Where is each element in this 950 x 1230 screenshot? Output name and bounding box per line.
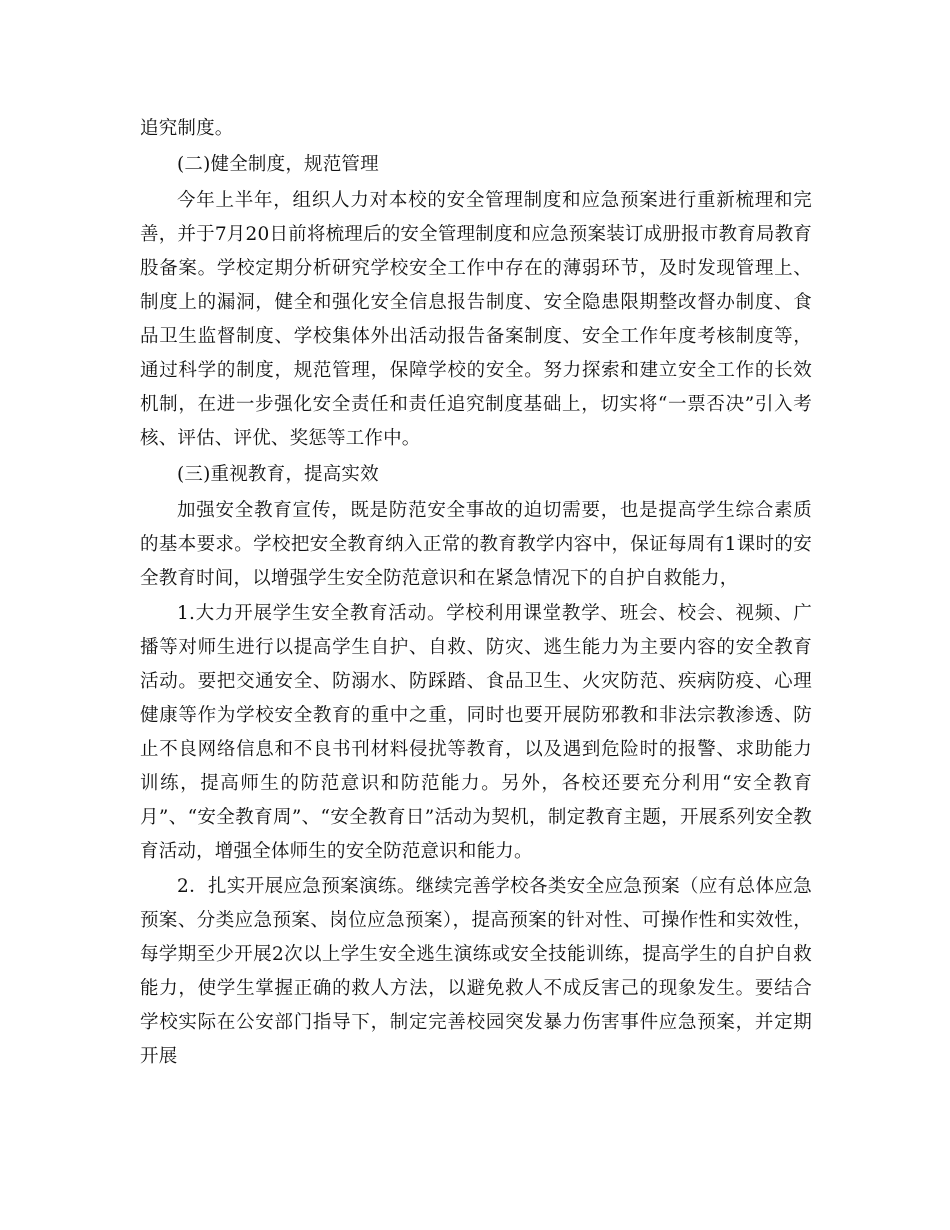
paragraph-item-1: 1.大力开展学生安全教育活动。学校利用课堂教学、班会、校会、视频、广播等对师生进行以提高学生自护、自救、防灾、逃生能力为主要内容的安全教育活动。要把交通安全、防溺水、防踩踏、食品卫生、火灾防范、疾病防疫、心理健康等作为学校安全教育的重中之重，同时也要开展防邪教和非法宗教渗透、防止不良网络信息和不良书刊材料侵扰等教育，以及遇到危险时的报警、求助能力训练，提高师生的防范意识和防范能力。另外，各校还要充分利用“安全教育月”、“安全教育周”、“安全教育日”活动为契机，制定教育主题，开展系列安全教育活动，增强全体师生的安全防范意识和能力。 bbox=[140, 603, 812, 862]
paragraph-item-2: 2．扎实开展应急预案演练。继续完善学校各类安全应急预案（应有总体应急预案、分类应急预案、岗位应急预案），提高预案的针对性、可操作性和实效性，每学期至少开展2次以上学生安全逃生演练或安全技能训练，提高学生的自护自救能力，使学生掌握正确的救人方法，以避免救人不成反害己的现象发生。要结合学校实际在公安部门指导下，制定完善校园突发暴力伤害事件应急预案，并定期开展 bbox=[140, 876, 812, 1067]
paragraph-system-management: 今年上半年，组织人力对本校的安全管理制度和应急预案进行重新梳理和完善，并于7月20日前将梳理后的安全管理制度和应急预案装订成册报市教育局教育股备案。学校定期分析研究学校安全工作中存在的薄弱环节，及时发现管理上、制度上的漏洞，健全和强化安全信息报告制度、安全隐患限期整改督办制度、食品卫生监督制度、学校集体外出活动报告备案制度、安全工作年度考核制度等，通过科学的制度，规范管理，保障学校的安全。努力探索和建立安全工作的长效机制，在进一步强化安全责任和责任追究制度基础上，切实将“一票否决”引入考核、评估、评优、奖惩等工作中。 bbox=[140, 190, 812, 449]
document-page bbox=[140, 112, 812, 1075]
paragraph-continuation: 追究制度。 bbox=[140, 118, 234, 139]
section-heading-2: (二)健全制度，规范管理 bbox=[177, 154, 379, 175]
section-heading-3: (三)重视教育，提高实效 bbox=[177, 464, 379, 485]
paragraph-education-intro: 加强安全教育宣传，既是防范安全事故的迫切需要，也是提高学生综合素质的基本要求。学校把安全教育纳入正常的教育教学内容中，保证每周有1课时的安全教育时间，以增强学生安全防范意识和在紧急情况下的自护自救能力， bbox=[140, 500, 812, 589]
